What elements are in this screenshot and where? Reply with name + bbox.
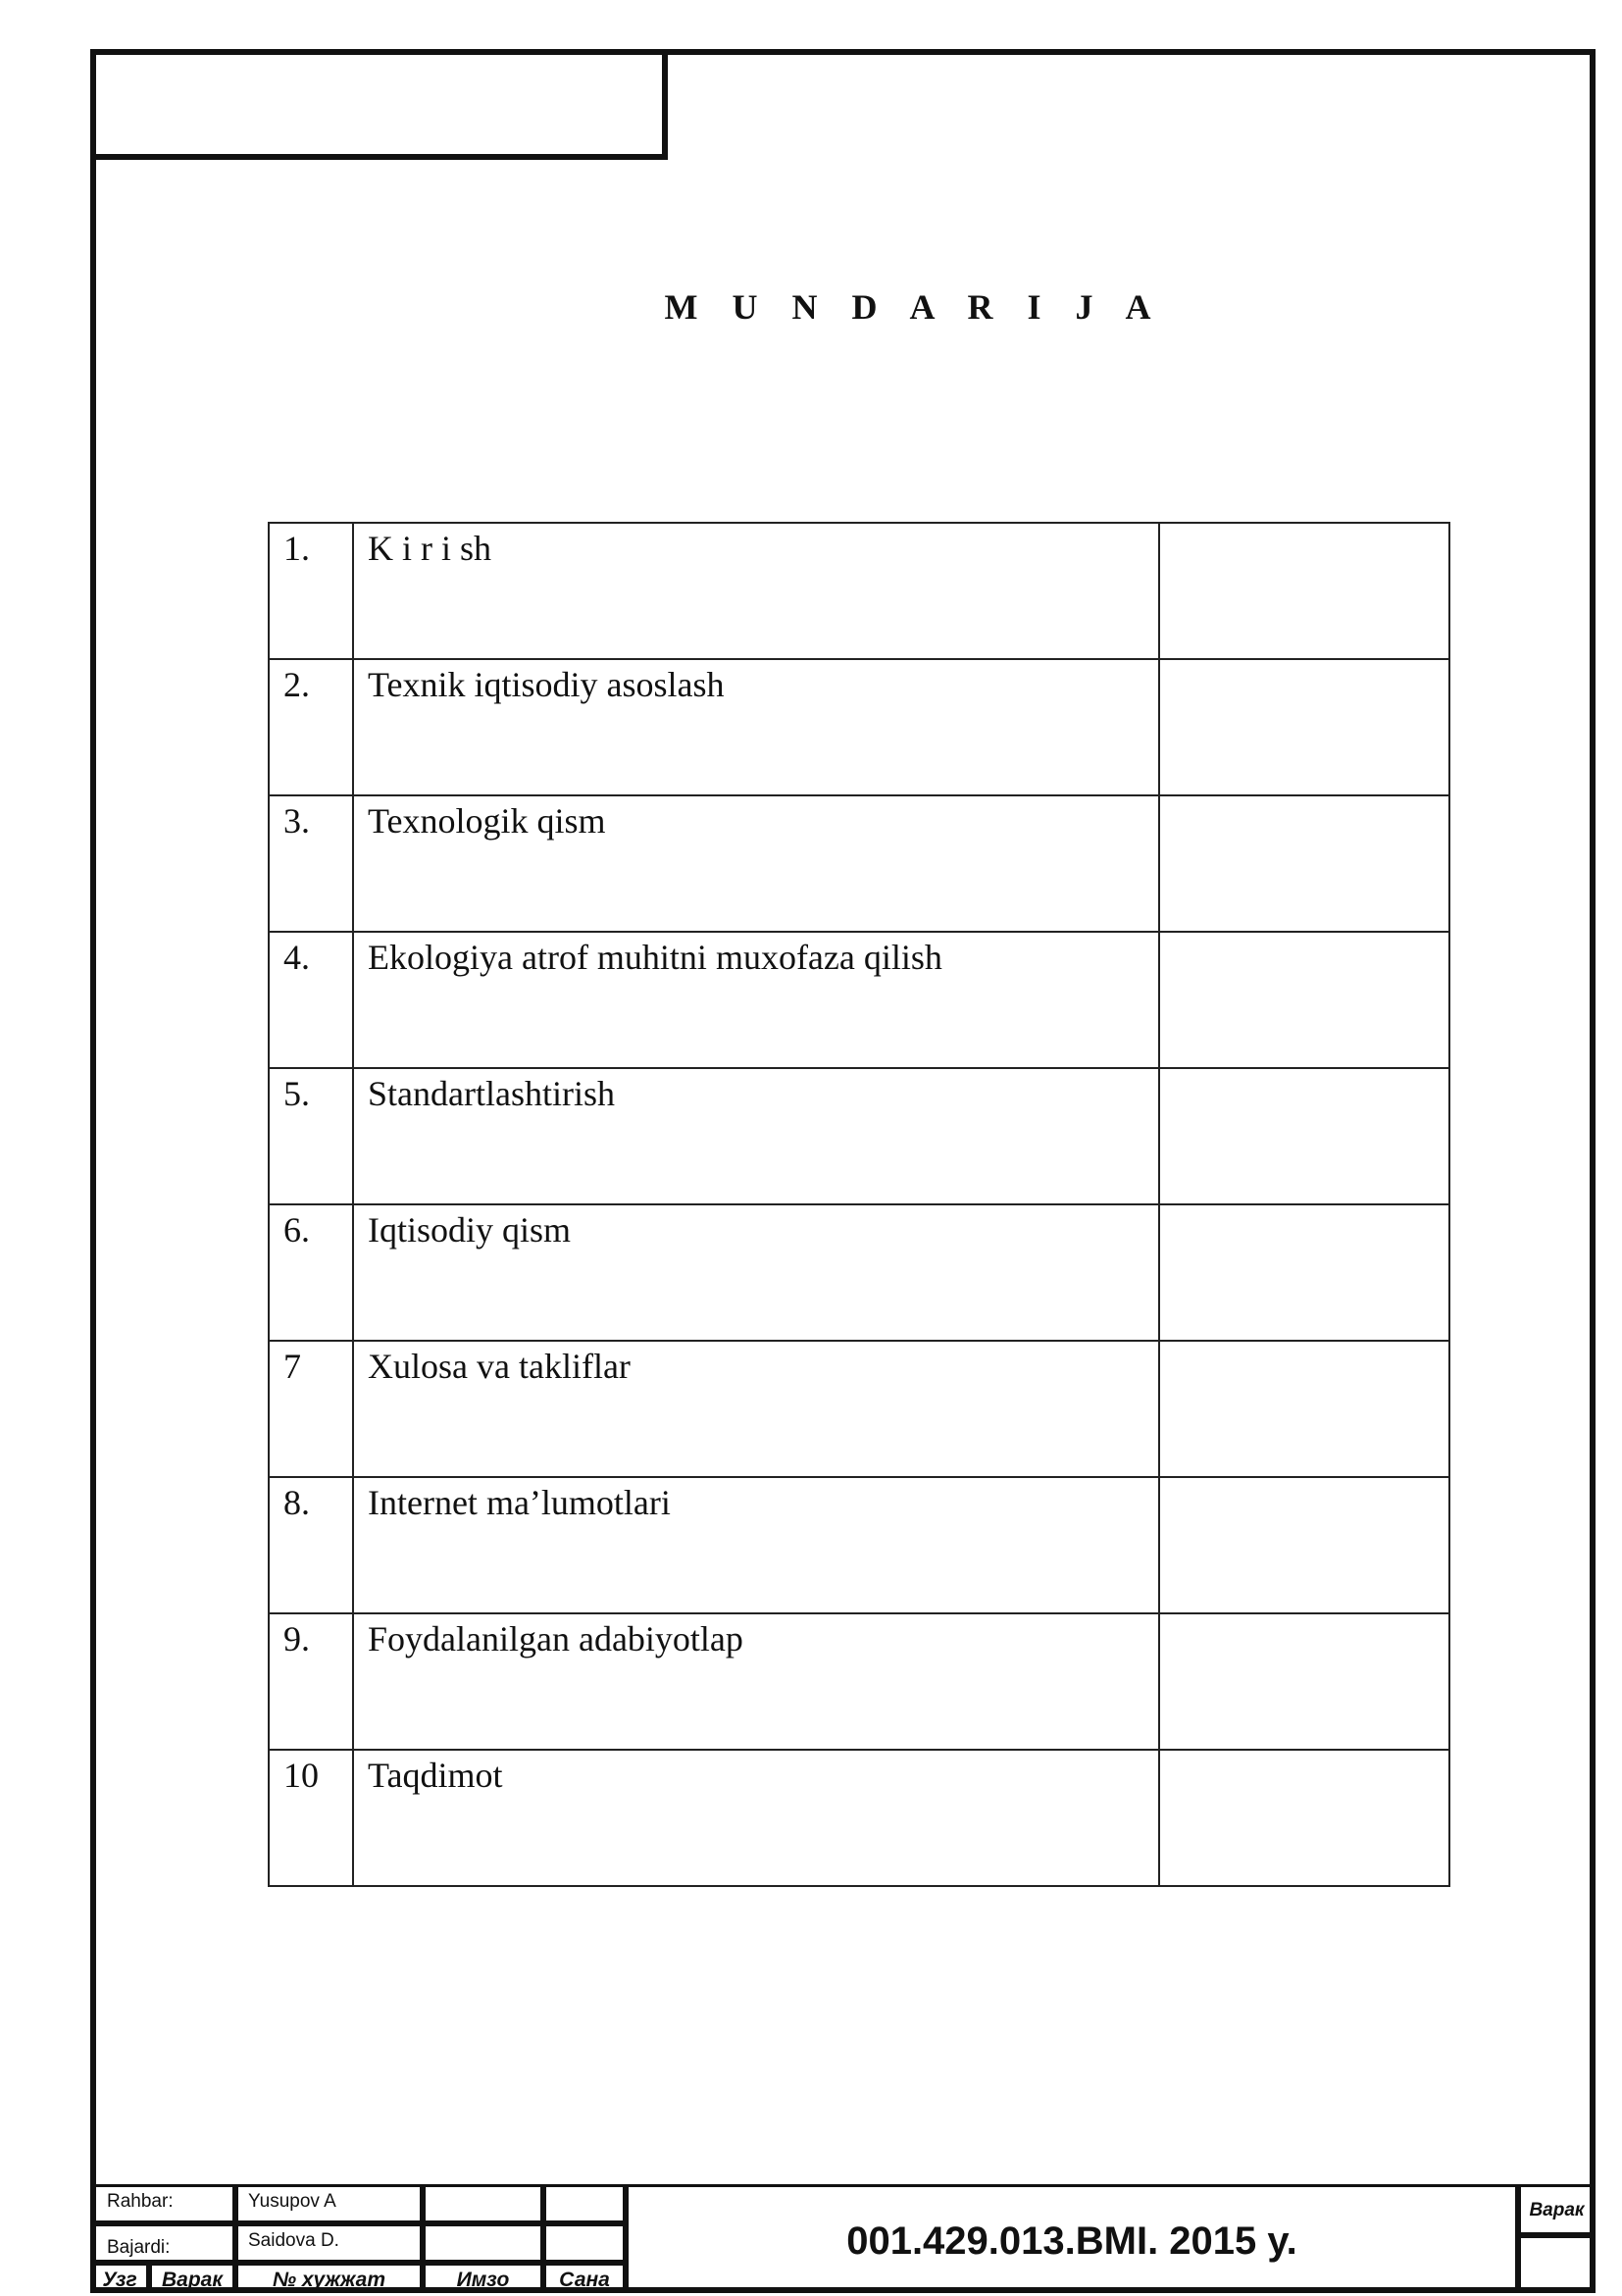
- toc-table: [268, 522, 1450, 1887]
- toc-number: 4.: [269, 932, 353, 1068]
- toc-page: [1159, 1068, 1449, 1204]
- toc-number: 1.: [269, 523, 353, 659]
- toc-title: Taqdimot: [353, 1750, 1159, 1886]
- toc-title: Texnik iqtisodiy asoslash: [353, 659, 1159, 795]
- rahbar-signature: [423, 2184, 543, 2223]
- toc-page: [1159, 523, 1449, 659]
- rahbar-date: [543, 2184, 626, 2223]
- toc-title: Ekologiya atrof muhitni muxofaza qilish: [353, 932, 1159, 1068]
- toc-page: [1159, 1341, 1449, 1477]
- rahbar-name: Yusupov A: [235, 2184, 423, 2223]
- toc-number: 2.: [269, 659, 353, 795]
- varak-label: Варак: [1518, 2184, 1596, 2235]
- toc-title: Foydalanilgan adabiyotlap: [353, 1613, 1159, 1750]
- toc-row: [269, 1068, 1449, 1204]
- toc-row: [269, 1750, 1449, 1886]
- toc-title: Texnologik qism: [353, 795, 1159, 932]
- toc-title: Standartlashtirish: [353, 1068, 1159, 1204]
- toc-title: Iqtisodiy qism: [353, 1204, 1159, 1341]
- varak-number: [1518, 2235, 1596, 2293]
- toc-title: K i r i sh: [353, 523, 1159, 659]
- col-varak: Варак: [149, 2263, 235, 2293]
- toc-page: [1159, 1477, 1449, 1613]
- toc-number: 6.: [269, 1204, 353, 1341]
- rahbar-label: Rahbar:: [90, 2184, 235, 2223]
- toc-row: [269, 932, 1449, 1068]
- page-title: M U N D A R I J A: [664, 287, 1164, 327]
- toc-number: 7: [269, 1341, 353, 1477]
- toc-page: [1159, 795, 1449, 932]
- toc-row: [269, 659, 1449, 795]
- toc-number: 9.: [269, 1613, 353, 1750]
- toc-page: [1159, 932, 1449, 1068]
- toc-row: [269, 795, 1449, 932]
- toc-number: 10: [269, 1750, 353, 1886]
- col-imzo: Имзо: [423, 2263, 543, 2293]
- toc-number: 3.: [269, 795, 353, 932]
- document-code: 001.429.013.BMI. 2015 y.: [626, 2184, 1518, 2293]
- toc-title: Xulosa va takliflar: [353, 1341, 1159, 1477]
- bajardi-label: Bajardi:: [90, 2223, 235, 2263]
- toc-number: 8.: [269, 1477, 353, 1613]
- toc-page: [1159, 1613, 1449, 1750]
- corner-box: [90, 49, 668, 160]
- toc-number: 5.: [269, 1068, 353, 1204]
- toc-row: [269, 1341, 1449, 1477]
- col-uzg: Узг: [90, 2263, 149, 2293]
- bajardi-date: [543, 2223, 626, 2263]
- toc-title: Internet ma’lumotlari: [353, 1477, 1159, 1613]
- toc-page: [1159, 1204, 1449, 1341]
- toc-page: [1159, 659, 1449, 795]
- toc-row: [269, 1204, 1449, 1341]
- toc-row: [269, 1477, 1449, 1613]
- toc-page: [1159, 1750, 1449, 1886]
- col-hujjat: № хужжат: [235, 2263, 423, 2293]
- toc-row: [269, 1613, 1449, 1750]
- title-block: [90, 2184, 1596, 2293]
- bajardi-name: Saidova D.: [235, 2223, 423, 2263]
- toc-row: [269, 523, 1449, 659]
- bajardi-signature: [423, 2223, 543, 2263]
- col-sana: Сана: [543, 2263, 626, 2293]
